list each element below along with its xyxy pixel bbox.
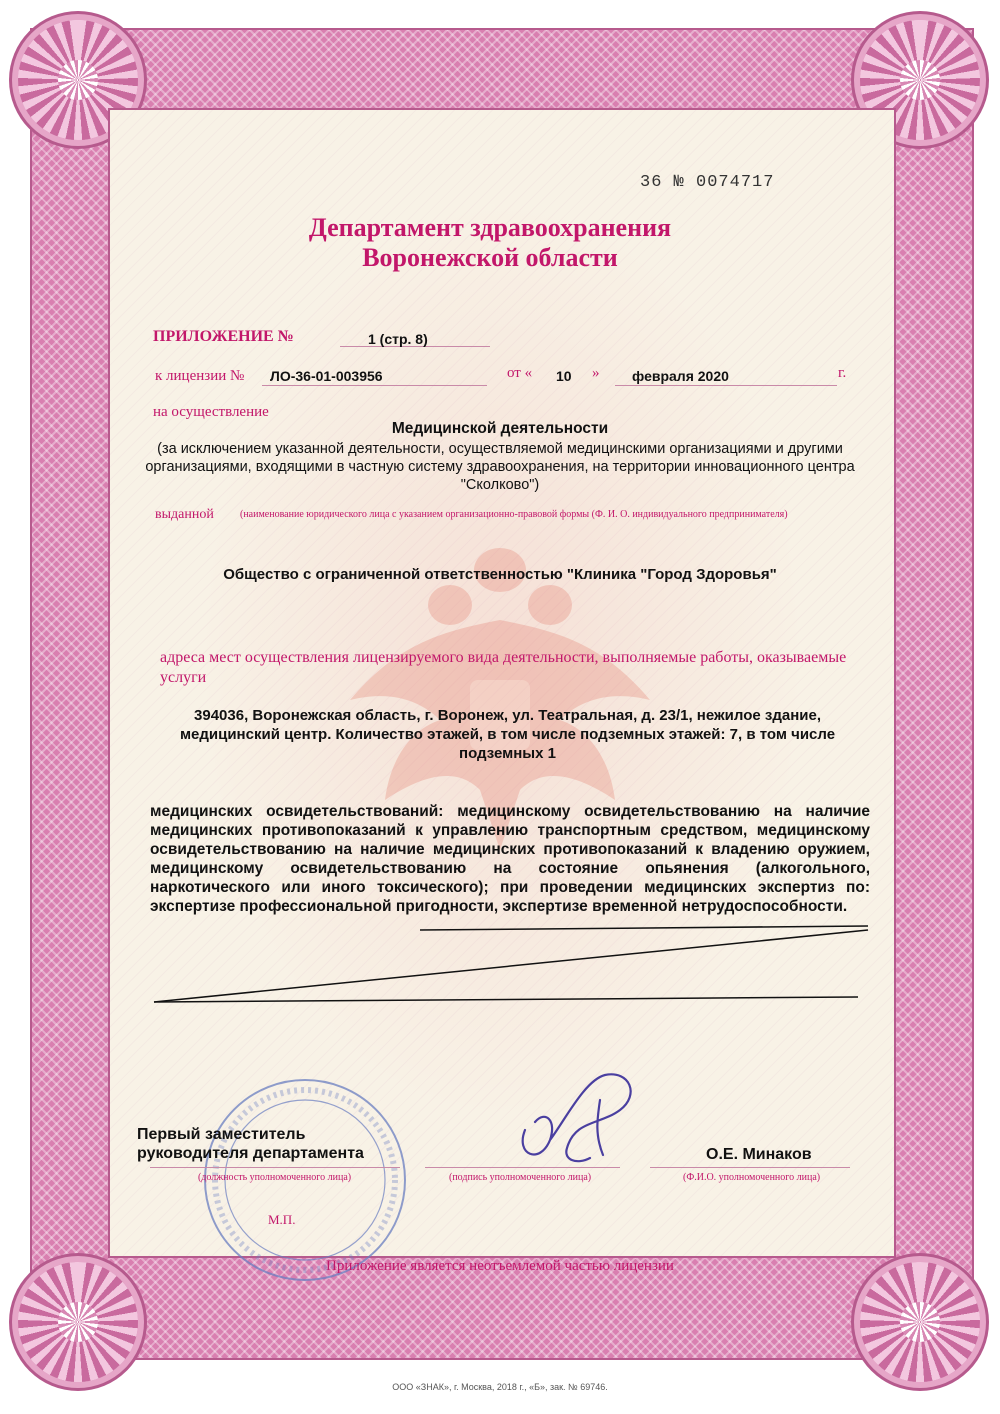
appendix-label: ПРИЛОЖЕНИЕ № [153,328,294,345]
printer-imprint: ООО «ЗНАК», г. Москва, 2018 г., «Б», зак. № 69746. [392,1382,608,1392]
activity-detail: (за исключением указанной деятельности, осуществляемой медицинскими организациями и другими организациями, входящими в частную систему здравоохранения, на территории инновационного центра "Сколково") [145,441,855,493]
serial-number: 36 № 0074717 [640,173,775,192]
activity-label: на осуществление [153,404,269,420]
department-title-line1: Департамент здравоохранения [308,213,672,242]
issued-hint: (наименование юридического лица с указанием организационно-правовой формы (Ф. И. О. индивидуального предпринимателя) [240,509,788,520]
signatory-position-underline [150,1167,400,1168]
footer-note: Приложение является неотъемлемой частью лицензии [326,1258,674,1274]
signatory-name-hint: (Ф.И.О. уполномоченного лица) [683,1172,821,1183]
license-label: к лицензии № [155,368,245,384]
license-date-underline [615,385,837,386]
signature-hint: (подпись уполномоченного лица) [449,1172,592,1183]
signatory-name: О.Е. Минаков [706,1146,812,1163]
license-date-prefix: от « [507,365,533,381]
blank-space-strikeout [150,920,870,1010]
corner-rosette-bottom-right [860,1262,980,1382]
services-text: медицинских освидетельствований: медицинскому освидетельствованию на наличие медицинских противопоказаний к управлению транспортным средством, медицинскому освидетельствованию на наличие медицинских противопоказаний к владению оружием, медицинскому освидетельствованию на состояние опьянения (алкогольного, наркотического или иного токсического); при проведении медицинских экспертиз по: экспертизе профессиональной пригодности, экспертизе временной нетрудоспособности. [150,803,870,915]
license-year-suffix: г. [838,365,847,381]
signatory-position-line1: Первый заместитель [137,1126,306,1143]
seal-mark: М.П. [268,1212,296,1227]
issued-label: выданной [155,507,214,522]
address-text: 394036, Воронежская область, г. Воронеж, ул. Театральная, д. 23/1, нежилое здание, медицинский центр. Количество этажей, в том числе подземных этажей: 7, в том числе подземных 1 [179,707,836,762]
signatory-position-line2: руководителя департамента [137,1145,364,1162]
license-date-quote-close: » [592,365,600,381]
corner-rosette-bottom-left [18,1262,138,1382]
department-title [150,213,830,273]
license-day: 10 [556,368,572,384]
license-month-year: февраля 2020 [632,368,729,384]
department-title-line2: Воронежской области [362,243,618,272]
activity-title: Медицинской деятельности [391,420,609,437]
addresses-label: адреса мест осуществления лицензируемого вида деятельности, выполняемые работы, оказываемые услуги [160,649,847,686]
organization-name: Общество с ограниченной ответственностью "Клиника "Город Здоровья" [223,566,777,583]
signatory-position-hint: (должность уполномоченного лица) [198,1172,352,1183]
handwritten-signature [505,1060,655,1170]
signatory-name-underline [650,1167,850,1168]
license-number-underline [262,385,487,386]
signature-underline [425,1167,620,1168]
license-number: ЛО-36-01-003956 [270,368,383,384]
appendix-value: 1 (стр. 8) [368,331,428,347]
